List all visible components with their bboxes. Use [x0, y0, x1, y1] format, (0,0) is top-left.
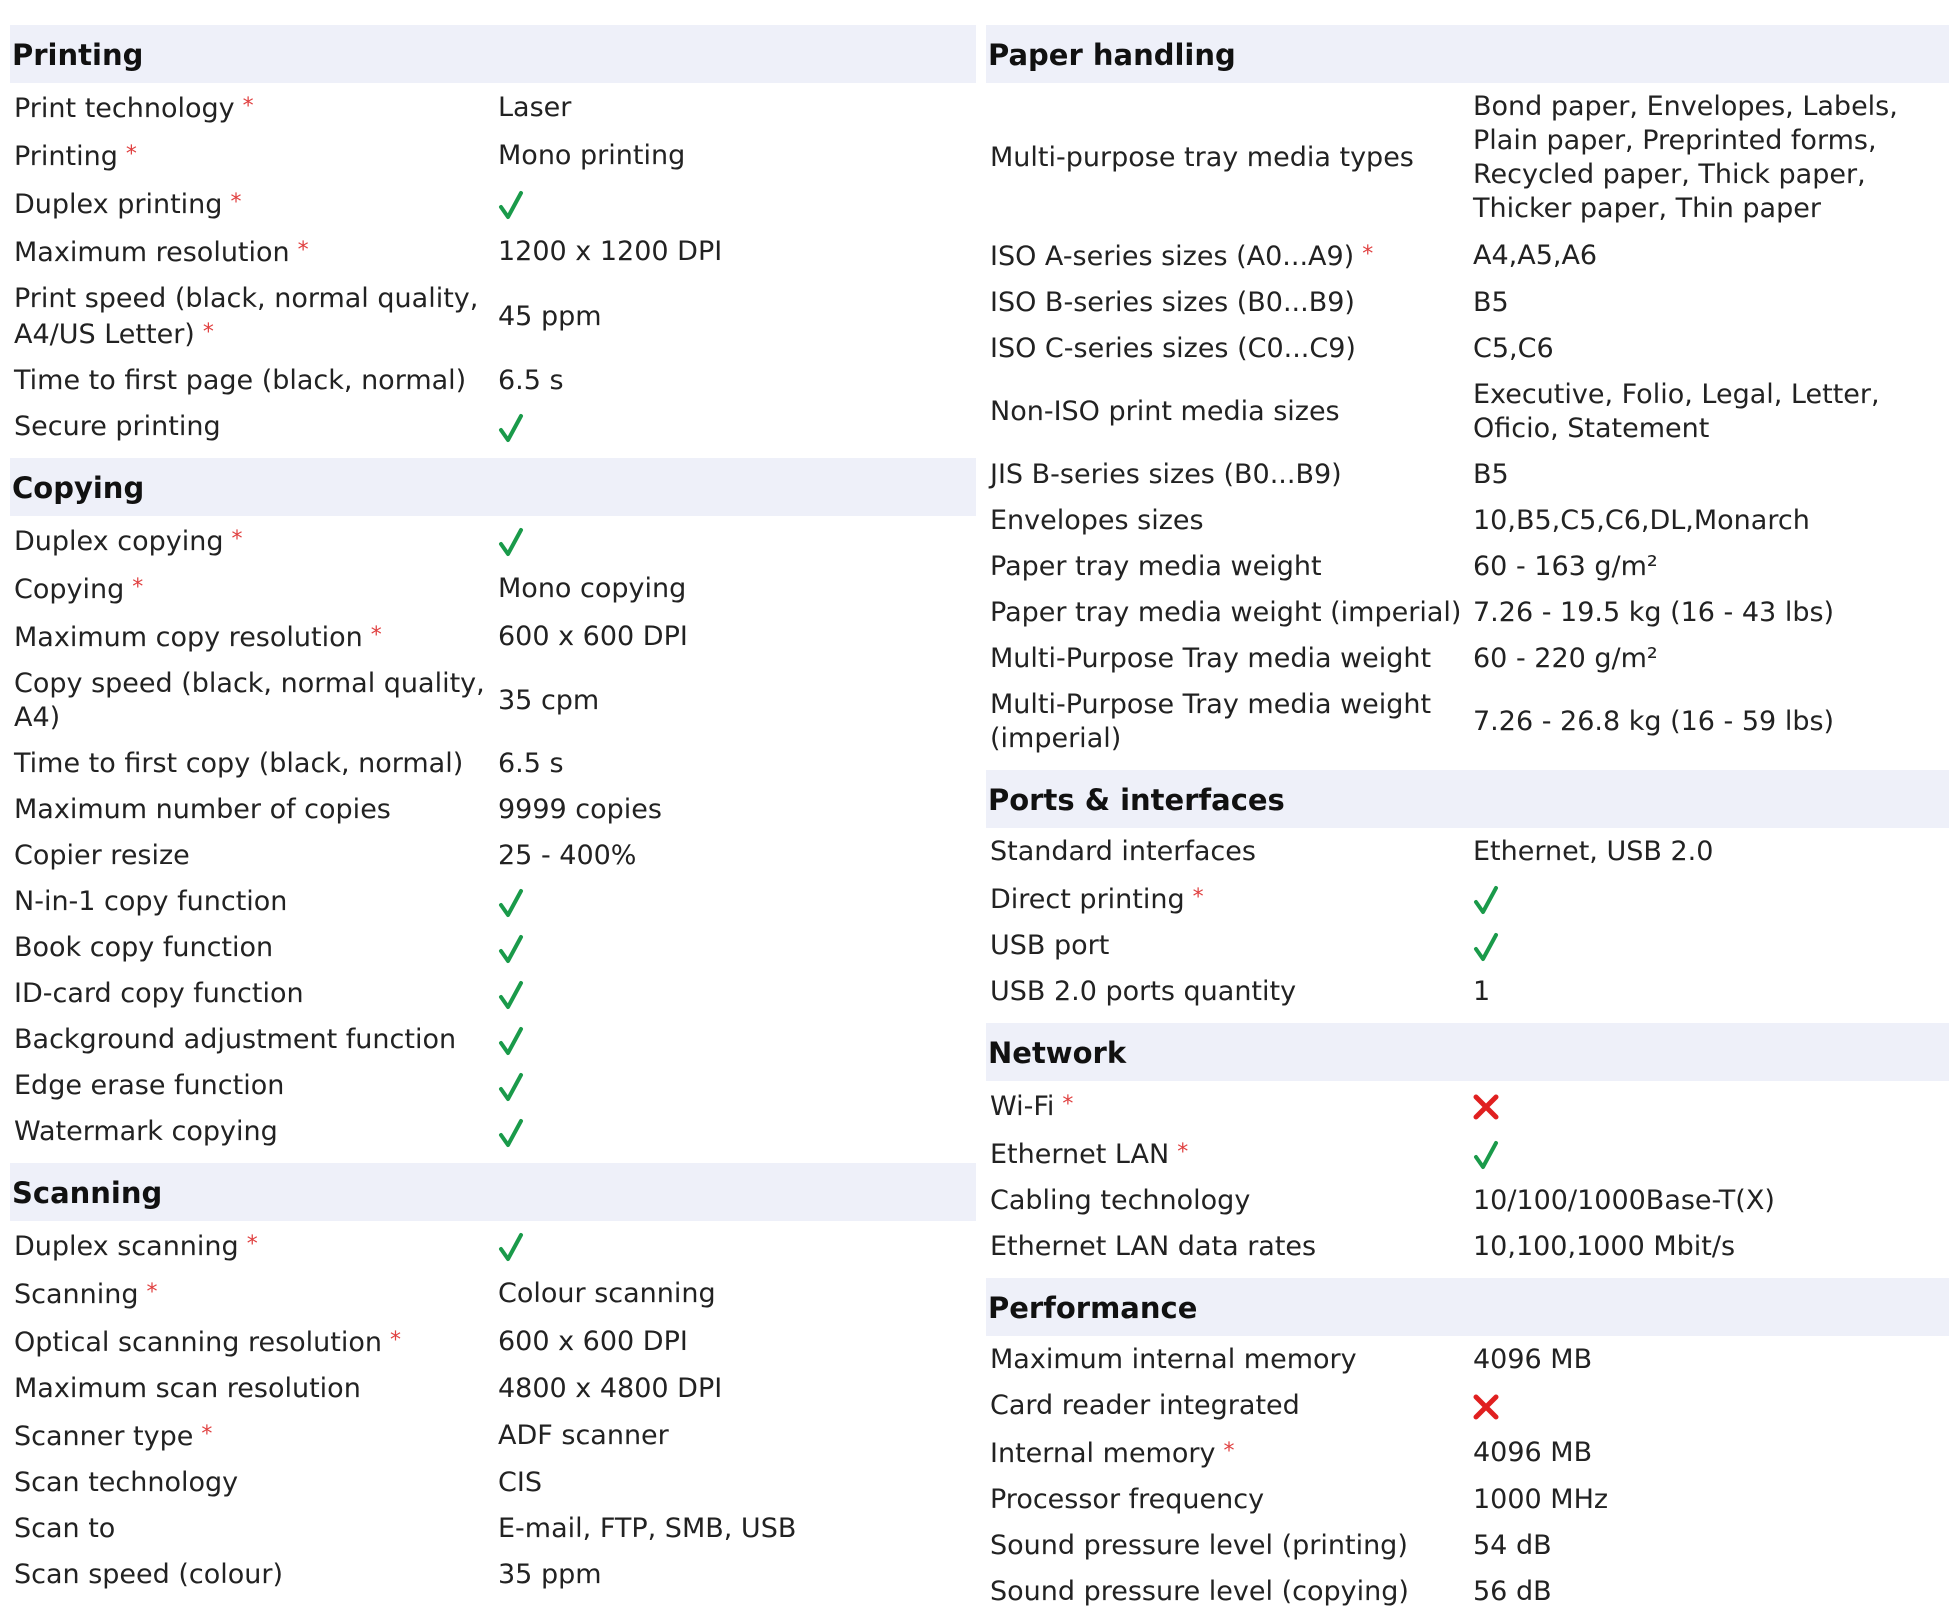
spec-label	[986, 395, 1473, 429]
section-ports-interfaces	[986, 770, 1949, 1009]
spec-value	[498, 524, 976, 558]
spec-label	[986, 1389, 1473, 1423]
spec-label	[986, 332, 1473, 366]
spec-row-duplex-scanning	[10, 1228, 976, 1264]
spec-label-text: Wi-Fi	[990, 1091, 1055, 1122]
spec-label-text: Paper tray media weight	[990, 551, 1322, 582]
spec-row-multi-purpose-tray-media-types	[986, 90, 1949, 226]
required-asterisk-icon[interactable]: *	[201, 1422, 213, 1447]
spec-label-text: Copier resize	[14, 840, 190, 871]
spec-value	[498, 977, 976, 1011]
right-column	[986, 25, 1949, 1609]
spec-value: 6.5 s	[498, 748, 564, 779]
spec-label	[986, 1230, 1473, 1264]
spec-label	[10, 839, 498, 873]
required-asterisk-icon[interactable]: *	[297, 238, 309, 263]
spec-row-copying	[10, 571, 976, 607]
spec-label-text: Duplex copying	[14, 526, 224, 557]
spec-row-scan-technology	[10, 1466, 976, 1500]
spec-label-text: Scan technology	[14, 1467, 239, 1498]
spec-row-printing	[10, 138, 976, 174]
spec-label	[986, 1184, 1473, 1218]
spec-label	[10, 90, 498, 126]
spec-row-cabling-technology	[986, 1184, 1949, 1218]
check-icon	[498, 934, 524, 964]
required-asterisk-icon[interactable]: *	[1062, 1092, 1074, 1117]
section-header: Ports & interfaces	[986, 770, 1949, 828]
spec-row-standard-interfaces	[986, 835, 1949, 869]
spec-label	[10, 1324, 498, 1360]
check-icon	[498, 1232, 524, 1262]
spec-value: Ethernet, USB 2.0	[1473, 836, 1714, 867]
spec-label-text: Sound pressure level (copying)	[990, 1576, 1409, 1607]
cross-icon	[1473, 1094, 1499, 1120]
spec-row-background-adjustment-function	[10, 1023, 976, 1057]
spec-label	[10, 1558, 498, 1592]
spec-row-envelopes-sizes	[986, 504, 1949, 538]
spec-value: B5	[1473, 287, 1509, 318]
spec-row-duplex-printing	[10, 186, 976, 222]
spec-label	[10, 1115, 498, 1149]
left-column	[10, 25, 976, 1592]
spec-row-sound-pressure-level-printing	[986, 1529, 1949, 1563]
spec-label-text: ISO B-series sizes (B0...B9)	[990, 287, 1355, 318]
spec-label	[10, 885, 498, 919]
spec-label-text: Sound pressure level (printing)	[990, 1530, 1408, 1561]
spec-label-text: Optical scanning resolution	[14, 1327, 383, 1358]
spec-row-maximum-internal-memory	[986, 1343, 1949, 1377]
required-asterisk-icon[interactable]: *	[1192, 885, 1204, 910]
spec-row-book-copy-function	[10, 931, 976, 965]
cross-icon	[1473, 1394, 1499, 1420]
spec-row-processor-frequency	[986, 1483, 1949, 1517]
spec-row-usb-port	[986, 929, 1949, 963]
check-icon	[1473, 932, 1499, 962]
spec-label	[10, 1228, 498, 1264]
spec-label	[10, 138, 498, 174]
spec-label-text: Paper tray media weight (imperial)	[990, 597, 1462, 628]
spec-row-maximum-copy-resolution	[10, 619, 976, 655]
spec-row-copy-speed-black-normal-quality-a4	[10, 667, 976, 735]
spec-label-text: ID-card copy function	[14, 978, 304, 1009]
required-asterisk-icon[interactable]: *	[1223, 1439, 1235, 1464]
spec-label	[986, 286, 1473, 320]
spec-value: 4800 x 4800 DPI	[498, 1373, 723, 1404]
spec-row-paper-tray-media-weight	[986, 550, 1949, 584]
spec-value: 56 dB	[1473, 1576, 1552, 1607]
check-icon	[498, 1072, 524, 1102]
spec-label-text: Print technology	[14, 93, 235, 124]
spec-label	[986, 1435, 1473, 1471]
spec-value	[1473, 1389, 1949, 1423]
spec-value: C5,C6	[1473, 333, 1554, 364]
spec-value: 1000 MHz	[1473, 1484, 1609, 1515]
spec-label-text: Scanning	[14, 1279, 139, 1310]
spec-label	[10, 1023, 498, 1057]
spec-label	[986, 1136, 1473, 1172]
spec-label-text: Multi-Purpose Tray media weight (imperial)	[990, 689, 1432, 754]
spec-value	[498, 410, 976, 444]
spec-label-text: ISO A-series sizes (A0...A9)	[990, 241, 1355, 272]
spec-label-text: Edge erase function	[14, 1070, 285, 1101]
spec-label	[986, 975, 1473, 1009]
required-asterisk-icon[interactable]: *	[230, 190, 242, 215]
section-paper-handling	[986, 25, 1949, 756]
spec-value: 600 x 600 DPI	[498, 621, 688, 652]
spec-row-print-technology	[10, 90, 976, 126]
spec-label-text: Duplex printing	[14, 189, 223, 220]
spec-label	[10, 619, 498, 655]
spec-row-jis-b-series-sizes-b0-b9	[986, 458, 1949, 492]
check-icon	[498, 888, 524, 918]
spec-label-text: Print speed (black, normal quality, A4/US Letter)	[14, 283, 479, 350]
spec-row-time-to-first-page-black-normal	[10, 364, 976, 398]
spec-label-text: Copy speed (black, normal quality, A4)	[14, 668, 485, 733]
spec-row-direct-printing	[986, 881, 1949, 917]
spec-label-text: Time to first page (black, normal)	[14, 365, 467, 396]
check-icon	[1473, 1140, 1499, 1170]
spec-label	[986, 929, 1473, 963]
spec-value	[1473, 1089, 1949, 1123]
spec-row-copier-resize	[10, 839, 976, 873]
spec-label	[10, 667, 498, 735]
spec-label-text: Secure printing	[14, 411, 221, 442]
check-icon	[1473, 885, 1499, 915]
spec-row-non-iso-print-media-sizes	[986, 378, 1949, 446]
spec-value: CIS	[498, 1467, 542, 1498]
spec-label	[10, 931, 498, 965]
spec-value: 35 ppm	[498, 1559, 602, 1590]
spec-row-ethernet-lan	[986, 1136, 1949, 1172]
spec-value	[1473, 1137, 1949, 1171]
spec-row-multi-purpose-tray-media-weight-imperial	[986, 688, 1949, 756]
spec-label-text: Duplex scanning	[14, 1231, 239, 1262]
spec-label-text: Cabling technology	[990, 1185, 1251, 1216]
required-asterisk-icon[interactable]: *	[231, 527, 243, 552]
spec-label-text: Watermark copying	[14, 1116, 278, 1147]
spec-label-text: Direct printing	[990, 884, 1185, 915]
spec-label-text: Non-ISO print media sizes	[990, 396, 1340, 427]
spec-value: 10,100,1000 Mbit/s	[1473, 1231, 1736, 1262]
section-network	[986, 1023, 1949, 1264]
spec-label-text: Scan speed (colour)	[14, 1559, 284, 1590]
spec-label	[10, 1418, 498, 1454]
spec-label-text: Copying	[14, 574, 125, 605]
spec-label	[10, 523, 498, 559]
spec-label	[10, 1069, 498, 1103]
spec-label-text: Standard interfaces	[990, 836, 1256, 867]
spec-label	[10, 410, 498, 444]
spec-label	[986, 1575, 1473, 1609]
spec-value: A4,A5,A6	[1473, 240, 1598, 271]
spec-label-text: Scanner type	[14, 1421, 194, 1452]
spec-label	[986, 141, 1473, 175]
spec-label	[986, 642, 1473, 676]
spec-row-edge-erase-function	[10, 1069, 976, 1103]
spec-label-text: Envelopes sizes	[990, 505, 1204, 536]
spec-value: E-mail, FTP, SMB, USB	[498, 1513, 797, 1544]
spec-row-iso-b-series-sizes-b0-b9	[986, 286, 1949, 320]
spec-value	[498, 931, 976, 965]
spec-row-scan-to	[10, 1512, 976, 1546]
spec-label-text: JIS B-series sizes (B0...B9)	[990, 459, 1342, 490]
spec-label-text: Maximum internal memory	[990, 1344, 1357, 1375]
spec-label	[986, 550, 1473, 584]
spec-value: Mono printing	[498, 140, 686, 171]
spec-label	[986, 1483, 1473, 1517]
section-scanning	[10, 1163, 976, 1592]
spec-row-time-to-first-copy-black-normal	[10, 747, 976, 781]
spec-value: 4096 MB	[1473, 1437, 1593, 1468]
spec-label	[986, 835, 1473, 869]
section-header: Network	[986, 1023, 1949, 1081]
spec-label-text: Book copy function	[14, 932, 274, 963]
spec-label	[986, 1343, 1473, 1377]
section-header: Paper handling	[986, 25, 1949, 83]
spec-label-text: Ethernet LAN	[990, 1139, 1170, 1170]
section-copying	[10, 458, 976, 1149]
spec-label	[986, 238, 1473, 274]
spec-label-text: Time to first copy (black, normal)	[14, 748, 464, 779]
spec-value: 7.26 - 26.8 kg (16 - 59 lbs)	[1473, 706, 1835, 737]
spec-value: B5	[1473, 459, 1509, 490]
spec-value: Colour scanning	[498, 1278, 716, 1309]
required-asterisk-icon[interactable]: *	[132, 575, 144, 600]
spec-value	[498, 885, 976, 919]
required-asterisk-icon[interactable]: *	[242, 94, 254, 119]
spec-label-text: Printing	[14, 141, 118, 172]
check-icon	[498, 190, 524, 220]
check-icon	[498, 1026, 524, 1056]
spec-label	[986, 596, 1473, 630]
spec-label-text: USB port	[990, 930, 1110, 961]
spec-row-wi-fi	[986, 1088, 1949, 1124]
spec-value: 54 dB	[1473, 1530, 1552, 1561]
spec-row-maximum-resolution	[10, 234, 976, 270]
spec-row-n-in-1-copy-function	[10, 885, 976, 919]
spec-label-text: Ethernet LAN data rates	[990, 1231, 1317, 1262]
spec-value: 7.26 - 19.5 kg (16 - 43 lbs)	[1473, 597, 1835, 628]
spec-label	[986, 688, 1473, 756]
spec-label	[986, 458, 1473, 492]
spec-value: 9999 copies	[498, 794, 662, 825]
spec-value: Bond paper, Envelopes, Labels, Plain paper, Preprinted forms, Recycled paper, Thick paper, Thicker paper, Thin paper	[1473, 91, 1898, 224]
spec-value: ADF scanner	[498, 1420, 669, 1451]
spec-row-secure-printing	[10, 410, 976, 444]
spec-row-sound-pressure-level-copying	[986, 1575, 1949, 1609]
spec-value	[498, 1023, 976, 1057]
spec-row-multi-purpose-tray-media-weight	[986, 642, 1949, 676]
required-asterisk-icon[interactable]: *	[125, 142, 137, 167]
required-asterisk-icon[interactable]: *	[1177, 1140, 1189, 1165]
spec-value: 6.5 s	[498, 365, 564, 396]
spec-label	[10, 793, 498, 827]
spec-label	[10, 186, 498, 222]
spec-value: 35 cpm	[498, 685, 600, 716]
spec-value: 60 - 163 g/m²	[1473, 551, 1658, 582]
check-icon	[498, 413, 524, 443]
spec-label	[986, 881, 1473, 917]
spec-value: 10/100/1000Base-T(X)	[1473, 1185, 1775, 1216]
spec-row-paper-tray-media-weight-imperial	[986, 596, 1949, 630]
spec-label-text: ISO C-series sizes (C0...C9)	[990, 333, 1356, 364]
required-asterisk-icon[interactable]: *	[246, 1232, 258, 1257]
spec-label-text: Maximum resolution	[14, 237, 290, 268]
spec-row-internal-memory	[986, 1435, 1949, 1471]
spec-value: Mono copying	[498, 573, 687, 604]
spec-label-text: Maximum copy resolution	[14, 622, 363, 653]
spec-row-card-reader-integrated	[986, 1389, 1949, 1423]
spec-row-usb-2-0-ports-quantity	[986, 975, 1949, 1009]
spec-label	[10, 234, 498, 270]
spec-value	[498, 1229, 976, 1263]
spec-row-print-speed-black-normal-quality-a4-us-letter	[10, 282, 976, 352]
spec-label	[10, 571, 498, 607]
spec-value: 1200 x 1200 DPI	[498, 236, 723, 267]
spec-label	[10, 747, 498, 781]
spec-row-scan-speed-colour	[10, 1558, 976, 1592]
spec-value: 45 ppm	[498, 301, 602, 332]
section-header: Copying	[10, 458, 976, 516]
spec-row-maximum-number-of-copies	[10, 793, 976, 827]
spec-value: 4096 MB	[1473, 1344, 1593, 1375]
required-asterisk-icon[interactable]: *	[390, 1328, 402, 1353]
required-asterisk-icon[interactable]: *	[1362, 242, 1374, 267]
spec-label-text: Processor frequency	[990, 1484, 1265, 1515]
section-header: Printing	[10, 25, 976, 83]
spec-row-scanning	[10, 1276, 976, 1312]
spec-value: 600 x 600 DPI	[498, 1326, 688, 1357]
spec-row-duplex-copying	[10, 523, 976, 559]
spec-label	[986, 1088, 1473, 1124]
spec-label-text: USB 2.0 ports quantity	[990, 976, 1297, 1007]
spec-value: 10,B5,C5,C6,DL,Monarch	[1473, 505, 1810, 536]
spec-value: Laser	[498, 92, 572, 123]
section-printing	[10, 25, 976, 444]
spec-row-optical-scanning-resolution	[10, 1324, 976, 1360]
spec-label	[10, 1276, 498, 1312]
spec-label	[10, 364, 498, 398]
spec-label-text: N-in-1 copy function	[14, 886, 288, 917]
spec-row-ethernet-lan-data-rates	[986, 1230, 1949, 1264]
spec-label	[10, 977, 498, 1011]
spec-label-text: Maximum number of copies	[14, 794, 391, 825]
spec-label	[986, 1529, 1473, 1563]
spec-label-text: Multi-Purpose Tray media weight	[990, 643, 1432, 674]
check-icon	[498, 1118, 524, 1148]
required-asterisk-icon[interactable]: *	[202, 320, 214, 345]
spec-value	[1473, 882, 1949, 916]
section-header: Performance	[986, 1278, 1949, 1336]
spec-label-text: Background adjustment function	[14, 1024, 457, 1055]
spec-row-maximum-scan-resolution	[10, 1372, 976, 1406]
spec-label	[986, 504, 1473, 538]
spec-label-text: Scan to	[14, 1513, 116, 1544]
spec-value: Executive, Folio, Legal, Letter, Oficio, Statement	[1473, 379, 1880, 444]
spec-label-text: Internal memory	[990, 1438, 1216, 1469]
spec-label-text: Card reader integrated	[990, 1390, 1300, 1421]
spec-label-text: Multi-purpose tray media types	[990, 142, 1414, 173]
spec-row-iso-c-series-sizes-c0-c9	[986, 332, 1949, 366]
spec-row-iso-a-series-sizes-a0-a9	[986, 238, 1949, 274]
spec-value	[498, 1069, 976, 1103]
spec-label	[10, 282, 498, 352]
spec-label	[10, 1512, 498, 1546]
spec-row-id-card-copy-function	[10, 977, 976, 1011]
required-asterisk-icon[interactable]: *	[370, 623, 382, 648]
spec-value	[498, 187, 976, 221]
spec-value: 1	[1473, 976, 1491, 1007]
spec-value	[1473, 929, 1949, 963]
check-icon	[498, 527, 524, 557]
spec-value: 60 - 220 g/m²	[1473, 643, 1658, 674]
spec-row-scanner-type	[10, 1418, 976, 1454]
spec-label-text: Maximum scan resolution	[14, 1373, 361, 1404]
spec-label	[10, 1372, 498, 1406]
required-asterisk-icon[interactable]: *	[146, 1280, 158, 1305]
section-performance	[986, 1278, 1949, 1609]
spec-label	[10, 1466, 498, 1500]
section-header: Scanning	[10, 1163, 976, 1221]
spec-row-watermark-copying	[10, 1115, 976, 1149]
spec-value: 25 - 400%	[498, 840, 637, 871]
check-icon	[498, 980, 524, 1010]
spec-value	[498, 1115, 976, 1149]
